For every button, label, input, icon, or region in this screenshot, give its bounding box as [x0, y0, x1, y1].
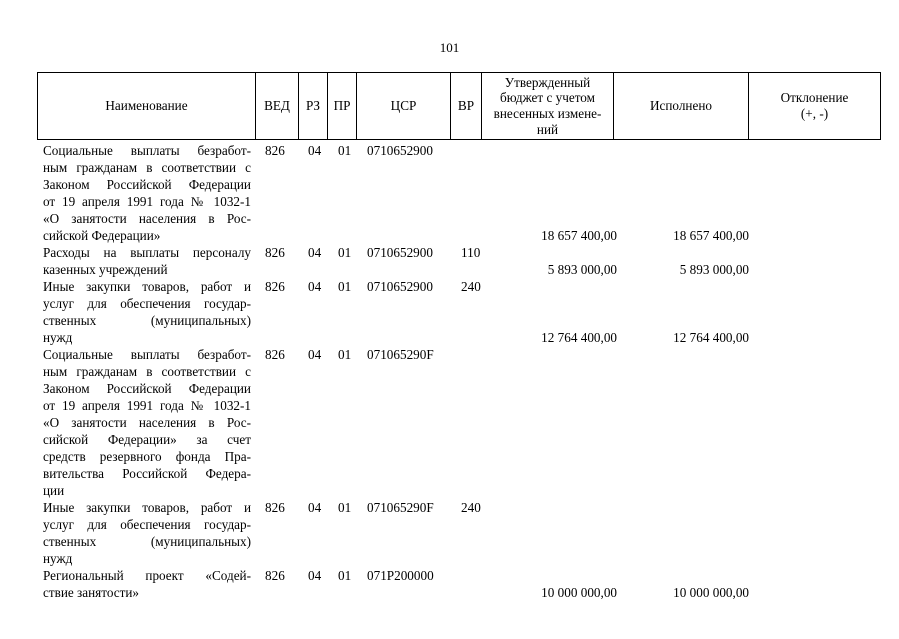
header-pr: ПР: [328, 73, 357, 140]
name-line: услуг для обеспечения государ-: [43, 517, 251, 532]
table-header: [37, 72, 880, 140]
header-name: Наименование: [38, 73, 256, 140]
name-line: Социальные выплаты безработ-: [43, 143, 251, 158]
cell-ved: 826: [265, 347, 285, 362]
cell-csr: 0710652900: [367, 279, 433, 294]
cell-rz: 04: [308, 568, 322, 583]
cell-pr: 01: [338, 143, 352, 158]
table-row: [37, 142, 880, 244]
cell-csr: 071065290F: [367, 347, 434, 362]
cell-name: [43, 567, 251, 601]
cell-pr: 01: [338, 279, 352, 294]
name-line: нужд: [43, 551, 73, 566]
cell-name: [43, 142, 251, 244]
cell-ved: 826: [265, 143, 285, 158]
name-line: «О занятости населения в Рос-: [43, 211, 251, 226]
name-line: ным гражданам в соответствии с: [43, 364, 251, 379]
cell-vr: 240: [461, 279, 481, 294]
cell-csr: 071065290F: [367, 500, 434, 515]
cell-budget: 12 764 400,00: [541, 330, 617, 345]
header-vr: ВР: [451, 73, 482, 140]
cell-name: [43, 346, 251, 499]
name-line: нужд: [43, 330, 73, 345]
name-line: Законом Российской Федерации: [43, 177, 251, 192]
cell-pr: 01: [338, 347, 352, 362]
header-done: Исполнено: [614, 73, 749, 140]
cell-budget: 5 893 000,00: [547, 262, 617, 277]
name-line: ным гражданам в соответствии с: [43, 160, 251, 175]
name-line: Иные закупки товаров, работ и: [43, 500, 251, 515]
cell-vr: 240: [461, 500, 481, 515]
name-line: Иные закупки товаров, работ и: [43, 279, 251, 294]
cell-csr: 0710652900: [367, 143, 433, 158]
header-rz: РЗ: [299, 73, 328, 140]
cell-ved: 826: [265, 279, 285, 294]
name-line: Региональный проект «Содей-: [43, 568, 251, 583]
header-csr: ЦСР: [357, 73, 451, 140]
header-ved: ВЕД: [256, 73, 299, 140]
cell-pr: 01: [338, 500, 352, 515]
header-deviation: Отклонение (+, -): [749, 73, 881, 140]
cell-csr: 071P200000: [367, 568, 434, 583]
name-line: «О занятости населения в Рос-: [43, 415, 251, 430]
name-line: средств резервного фонда Пра-: [43, 449, 251, 464]
name-line: услуг для обеспечения государ-: [43, 296, 251, 311]
cell-done: 5 893 000,00: [679, 262, 749, 277]
name-line: сийской Федерации» за счет: [43, 432, 251, 447]
name-line: от 19 апреля 1991 года № 1032-1: [43, 398, 251, 413]
cell-csr: 0710652900: [367, 245, 433, 260]
table-row: [37, 567, 880, 601]
cell-name: [43, 499, 251, 567]
name-line: Законом Российской Федерации: [43, 381, 251, 396]
name-line: ствие занятости»: [43, 585, 140, 600]
cell-ved: 826: [265, 245, 285, 260]
cell-ved: 826: [265, 568, 285, 583]
page-number: 101: [439, 40, 460, 55]
header-budget: Утвержденный бюджет с учетом внесенных измене-ний: [482, 73, 614, 140]
table-row: [37, 278, 880, 346]
cell-vr: 110: [461, 245, 481, 260]
cell-name: [43, 244, 251, 278]
table-row: [37, 346, 880, 499]
name-line: казенных учреждений: [43, 262, 168, 277]
name-line: ции: [43, 483, 65, 498]
table-row: [37, 499, 880, 567]
name-line: вительства Российской Федера-: [43, 466, 251, 481]
cell-budget: 10 000 000,00: [541, 585, 617, 600]
cell-pr: 01: [338, 568, 352, 583]
cell-done: 10 000 000,00: [673, 585, 749, 600]
name-line: ственных (муниципальных): [43, 534, 251, 549]
cell-budget: 18 657 400,00: [541, 228, 617, 243]
cell-rz: 04: [308, 347, 322, 362]
cell-rz: 04: [308, 245, 322, 260]
table-body: [37, 142, 880, 601]
cell-name: [43, 278, 251, 346]
name-line: Расходы на выплаты персоналу: [43, 245, 251, 260]
name-line: ственных (муниципальных): [43, 313, 251, 328]
cell-rz: 04: [308, 279, 322, 294]
cell-pr: 01: [338, 245, 352, 260]
name-line: от 19 апреля 1991 года № 1032-1: [43, 194, 251, 209]
cell-rz: 04: [308, 500, 322, 515]
name-line: Социальные выплаты безработ-: [43, 347, 251, 362]
table-row: [37, 244, 880, 278]
cell-done: 18 657 400,00: [673, 228, 749, 243]
cell-ved: 826: [265, 500, 285, 515]
name-line: сийской Федерации»: [43, 228, 161, 243]
cell-rz: 04: [308, 143, 322, 158]
cell-done: 12 764 400,00: [673, 330, 749, 345]
